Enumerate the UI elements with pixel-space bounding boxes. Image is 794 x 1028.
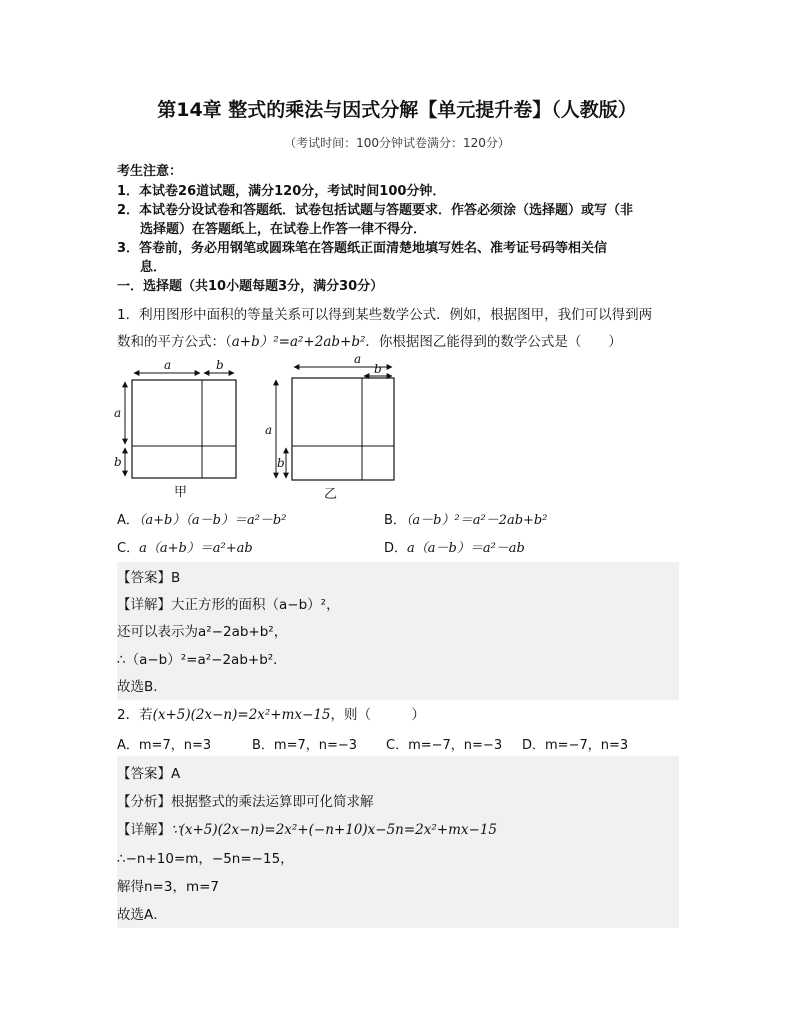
q2-analysis: 【分析】根据整式的乘法运算即可化简求解 [117, 794, 374, 810]
q2-detail-3: 解得n=3，m=7 [117, 879, 220, 895]
q2-stem: 2．若(x+5)(2x−n)=2x²+mx−15，则（ ） [117, 707, 426, 723]
q2-option-d[interactable]: D．m=−7，n=3 [522, 738, 629, 753]
q2-option-a[interactable]: A．m=7，n=3 [117, 738, 212, 753]
q1-option-d[interactable]: D．a（a－b）＝a²－ab [384, 541, 525, 556]
q1-stem-line-2 [117, 330, 622, 350]
q1-stem-line-1: 1．利用图形中面积的等量关系可以得到某些数学公式．例如，根据图甲，我们可以得到两 [117, 307, 653, 323]
q1-answer: 【答案】B [117, 570, 181, 586]
label-a-top: a [354, 352, 362, 366]
q2-answer: 【答案】A [117, 766, 181, 782]
figure-yi [262, 352, 412, 502]
caption-yi: 乙 [324, 487, 338, 502]
big-square [292, 378, 394, 480]
label-b-top: b [374, 362, 382, 376]
q1-option-a[interactable]: A．（a+b）（a－b）＝a²－b² [117, 513, 287, 528]
q2-option-b[interactable]: B．m=7，n=−3 [252, 738, 358, 753]
q2-conclusion: 故选A． [117, 907, 167, 923]
q1-detail-3: ∴（a−b）²=a²−2ab+b²． [117, 652, 287, 668]
caption-jia: 甲 [174, 485, 188, 498]
q1-stem-prefix: 数和的平方公式：（ [117, 334, 232, 350]
label-b-left: b [277, 456, 285, 470]
q1-option-c[interactable]: C．a（a+b）＝a²+ab [117, 541, 253, 556]
notice-heading: 考生注意： [117, 164, 183, 179]
q1-option-b[interactable]: B．（a－b）²＝a²－2ab+b² [384, 513, 548, 528]
label-a-top: a [164, 358, 172, 372]
q1-detail-2: 还可以表示为a²−2ab+b²， [117, 624, 288, 640]
notice-line-2a: 2．本试卷分设试卷和答题纸．试卷包括试题与答题要求．作答必须涂（选择题）或写（非 [117, 203, 634, 218]
notice-line-3a: 3．答卷前，务必用钢笔或圆珠笔在答题纸正面清楚地填写姓名、准考证号码等相关信 [117, 241, 608, 256]
label-a-left: a [265, 423, 273, 437]
notice-line-3b: 息． [140, 260, 167, 275]
q2-formula: (x+5)(2x−n)=2x²+mx−15 [152, 707, 331, 723]
q1-stem-suffix: ．你根据图乙能得到的数学公式是（ ） [365, 334, 622, 350]
q2-detail-formula: ∵(x+5)(2x−n)=2x²+(−n+10)x−5n=2x²+mx−15 [171, 822, 497, 838]
q2-option-c[interactable]: C．m=−7，n=−3 [386, 738, 503, 753]
q2-detail-2: ∴−n+10=m，−5n=−15， [117, 851, 294, 867]
q1-conclusion: 故选B． [117, 679, 167, 695]
notice-line-2b: 选择题）在答题纸上，在试卷上作答一律不得分． [140, 222, 427, 237]
q2-detail: 【详解】∵(x+5)(2x−n)=2x²+(−n+10)x−5n=2x²+mx−15 [117, 822, 497, 838]
q1-detail-1: 【详解】大正方形的面积（a−b）²， [117, 597, 340, 613]
q2-answer-block [117, 756, 679, 928]
figure-jia [110, 358, 250, 498]
page-title: 第14章 整式的乘法与因式分解【单元提升卷】（人教版） [157, 99, 637, 121]
label-b-left: b [114, 455, 122, 469]
label-b-top: b [216, 358, 224, 372]
label-a-left: a [114, 406, 122, 420]
section-heading: 一．选择题（共10小题每题3分，满分30分） [117, 279, 384, 294]
big-square [132, 380, 236, 478]
exam-info: （考试时间：100分钟试卷满分：120分） [284, 136, 510, 150]
q1-formula: a+b）²=a²+2ab+b² [231, 334, 366, 350]
notice-line-1: 1．本试卷26道试题，满分120分，考试时间100分钟． [117, 184, 446, 199]
